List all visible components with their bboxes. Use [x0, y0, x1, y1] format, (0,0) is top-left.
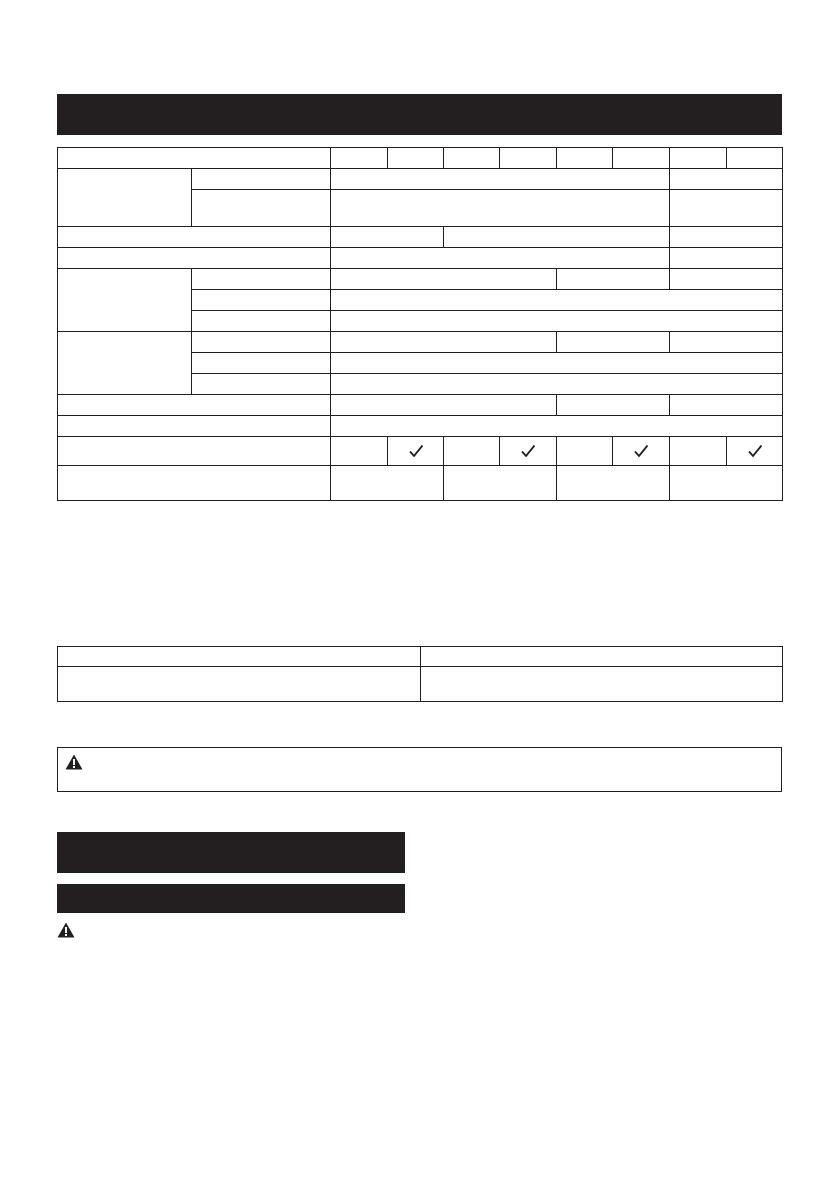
table-cell [613, 148, 670, 169]
table-cell [670, 395, 783, 416]
table-cell [58, 667, 421, 702]
table-cell [58, 248, 331, 269]
table-cell [331, 248, 670, 269]
table-cell [58, 269, 192, 332]
table-cell [670, 148, 727, 169]
table-cell [670, 437, 727, 466]
warning-triangle-icon [57, 922, 75, 938]
table-cell [58, 466, 331, 501]
table-cell [192, 374, 331, 395]
table-cell [444, 227, 670, 248]
table-row [58, 248, 783, 269]
table-cell [421, 647, 783, 667]
table-cell [670, 269, 783, 290]
table-row [58, 466, 783, 501]
table-cell [444, 148, 500, 169]
table-cell [331, 169, 670, 190]
section-header-bar-large [57, 832, 405, 873]
table-row [58, 416, 783, 437]
table-cell [58, 416, 331, 437]
table-row [58, 169, 783, 190]
specifications-table [57, 147, 783, 501]
table-cell [557, 395, 670, 416]
table-row [58, 395, 783, 416]
table-cell [388, 437, 444, 466]
table-row [58, 148, 783, 169]
table-cell [58, 437, 331, 466]
table-cell [58, 395, 331, 416]
table-cell [557, 437, 613, 466]
section-header-bar-small [57, 884, 405, 913]
table-cell [331, 269, 557, 290]
table-cell [331, 437, 388, 466]
table-cell [192, 169, 331, 190]
table-cell [557, 466, 670, 501]
checkmark-icon [613, 444, 669, 458]
warning-triangle-icon [65, 754, 83, 770]
table-cell [331, 374, 783, 395]
table-cell [58, 332, 192, 395]
table-cell [331, 416, 783, 437]
table-cell [331, 395, 557, 416]
checkmark-icon [727, 444, 782, 458]
table-cell [670, 227, 783, 248]
section-header-bar [57, 94, 782, 135]
table-cell [58, 148, 331, 169]
table-cell [192, 332, 331, 353]
table-row [58, 667, 783, 702]
table-cell [670, 466, 783, 501]
table-cell [670, 332, 783, 353]
table-cell [670, 169, 783, 190]
table-cell [421, 667, 783, 702]
table-cell [192, 269, 331, 290]
table-cell [192, 353, 331, 374]
table-cell [331, 190, 670, 227]
table-cell [192, 311, 331, 332]
checkmark-icon [500, 444, 556, 458]
table-cell [192, 290, 331, 311]
table-cell [331, 353, 783, 374]
table-cell [192, 190, 331, 227]
table-cell [331, 332, 557, 353]
table-row [58, 437, 783, 466]
table-cell [58, 169, 192, 227]
table-cell [331, 466, 444, 501]
table-cell [388, 148, 444, 169]
table-cell [500, 148, 557, 169]
table-cell [670, 248, 783, 269]
table-row [58, 332, 783, 353]
table-cell [557, 332, 670, 353]
warning-box [57, 747, 782, 792]
table-cell [331, 311, 783, 332]
table-cell [58, 227, 331, 248]
table-cell [727, 148, 783, 169]
table-cell [727, 437, 783, 466]
table-cell [557, 269, 670, 290]
table-cell [670, 190, 783, 227]
table-cell [557, 148, 613, 169]
checkmark-icon [388, 444, 443, 458]
table-cell [58, 647, 421, 667]
table-cell [331, 290, 783, 311]
table-row [58, 269, 783, 290]
table-row [58, 647, 783, 667]
table-row [58, 227, 783, 248]
table-cell [444, 437, 500, 466]
table-cell [500, 437, 557, 466]
table-cell [331, 148, 388, 169]
table-cell [331, 227, 444, 248]
table-cell [613, 437, 670, 466]
secondary-table [57, 646, 783, 702]
table-cell [444, 466, 557, 501]
